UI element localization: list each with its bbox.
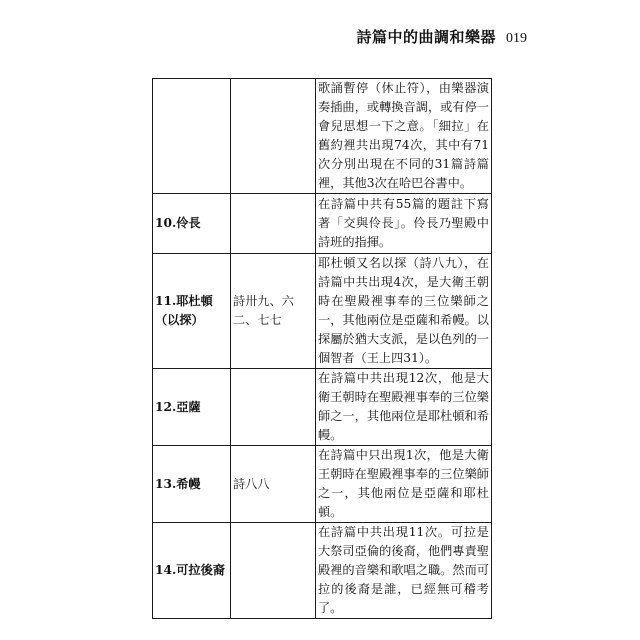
table-row (153, 254, 492, 369)
verse-reference-cell: 詩卅九、六二、七七 (231, 254, 316, 369)
instrument-table (152, 78, 492, 619)
description-cell: 耶杜頓又名以探（詩八九），在詩篇中共出現4次，是大衛王朝時在聖殿裡事奉的三位樂師之一，其他兩位是亞薩和希幔。以探屬於猶大支派，是以色列的一個智者（王上四31）。 (316, 254, 492, 369)
verse-reference-cell (231, 369, 316, 446)
table-row (153, 446, 492, 523)
term-cell: 13.希幔 (153, 446, 231, 523)
description-cell: 在詩篇中共有55篇的題註下寫著「交與伶長」。伶長乃聖殿中詩班的指揮。 (316, 194, 492, 254)
table-row (153, 194, 492, 254)
table-row (153, 523, 492, 619)
description-cell: 在詩篇中只出現1次，他是大衛王朝時在聖殿裡事奉的三位樂師之一，其他兩位是亞薩和耶杜頓。 (316, 446, 492, 523)
running-header (356, 26, 527, 47)
term-cell: 14.可拉後裔 (153, 523, 231, 619)
running-title: 詩篇中的曲調和樂器 (356, 28, 496, 46)
term-cell: 11.耶杜頓（以探） (153, 254, 231, 369)
table-row (153, 79, 492, 194)
description-cell: 歌誦暫停（休止符），由樂器演奏插曲，或轉換音調，或有停一會兒思想一下之意。「細拉」在舊約裡共出現74次，其中有71次分別出現在不同的31篇詩篇裡，其他3次在哈巴谷書中。 (316, 79, 492, 194)
verse-reference-cell: 詩八八 (231, 446, 316, 523)
term-cell: 12.亞薩 (153, 369, 231, 446)
verse-reference-cell (231, 79, 316, 194)
verse-reference-cell (231, 523, 316, 619)
verse-reference-cell (231, 194, 316, 254)
page-number: 019 (506, 31, 527, 46)
description-cell: 在詩篇中共出現12次，他是大衛王朝時在聖殿裡事奉的三位樂師之一，其他兩位是耶杜頓和希幔。 (316, 369, 492, 446)
term-cell: 10.伶長 (153, 194, 231, 254)
term-cell (153, 79, 231, 194)
table-row (153, 369, 492, 446)
description-cell: 在詩篇中共出現11次。可拉是大祭司亞倫的後裔，他們專責聖殿裡的音樂和歌唱之職。然而可拉的後裔是誰，已經無可稽考了。 (316, 523, 492, 619)
